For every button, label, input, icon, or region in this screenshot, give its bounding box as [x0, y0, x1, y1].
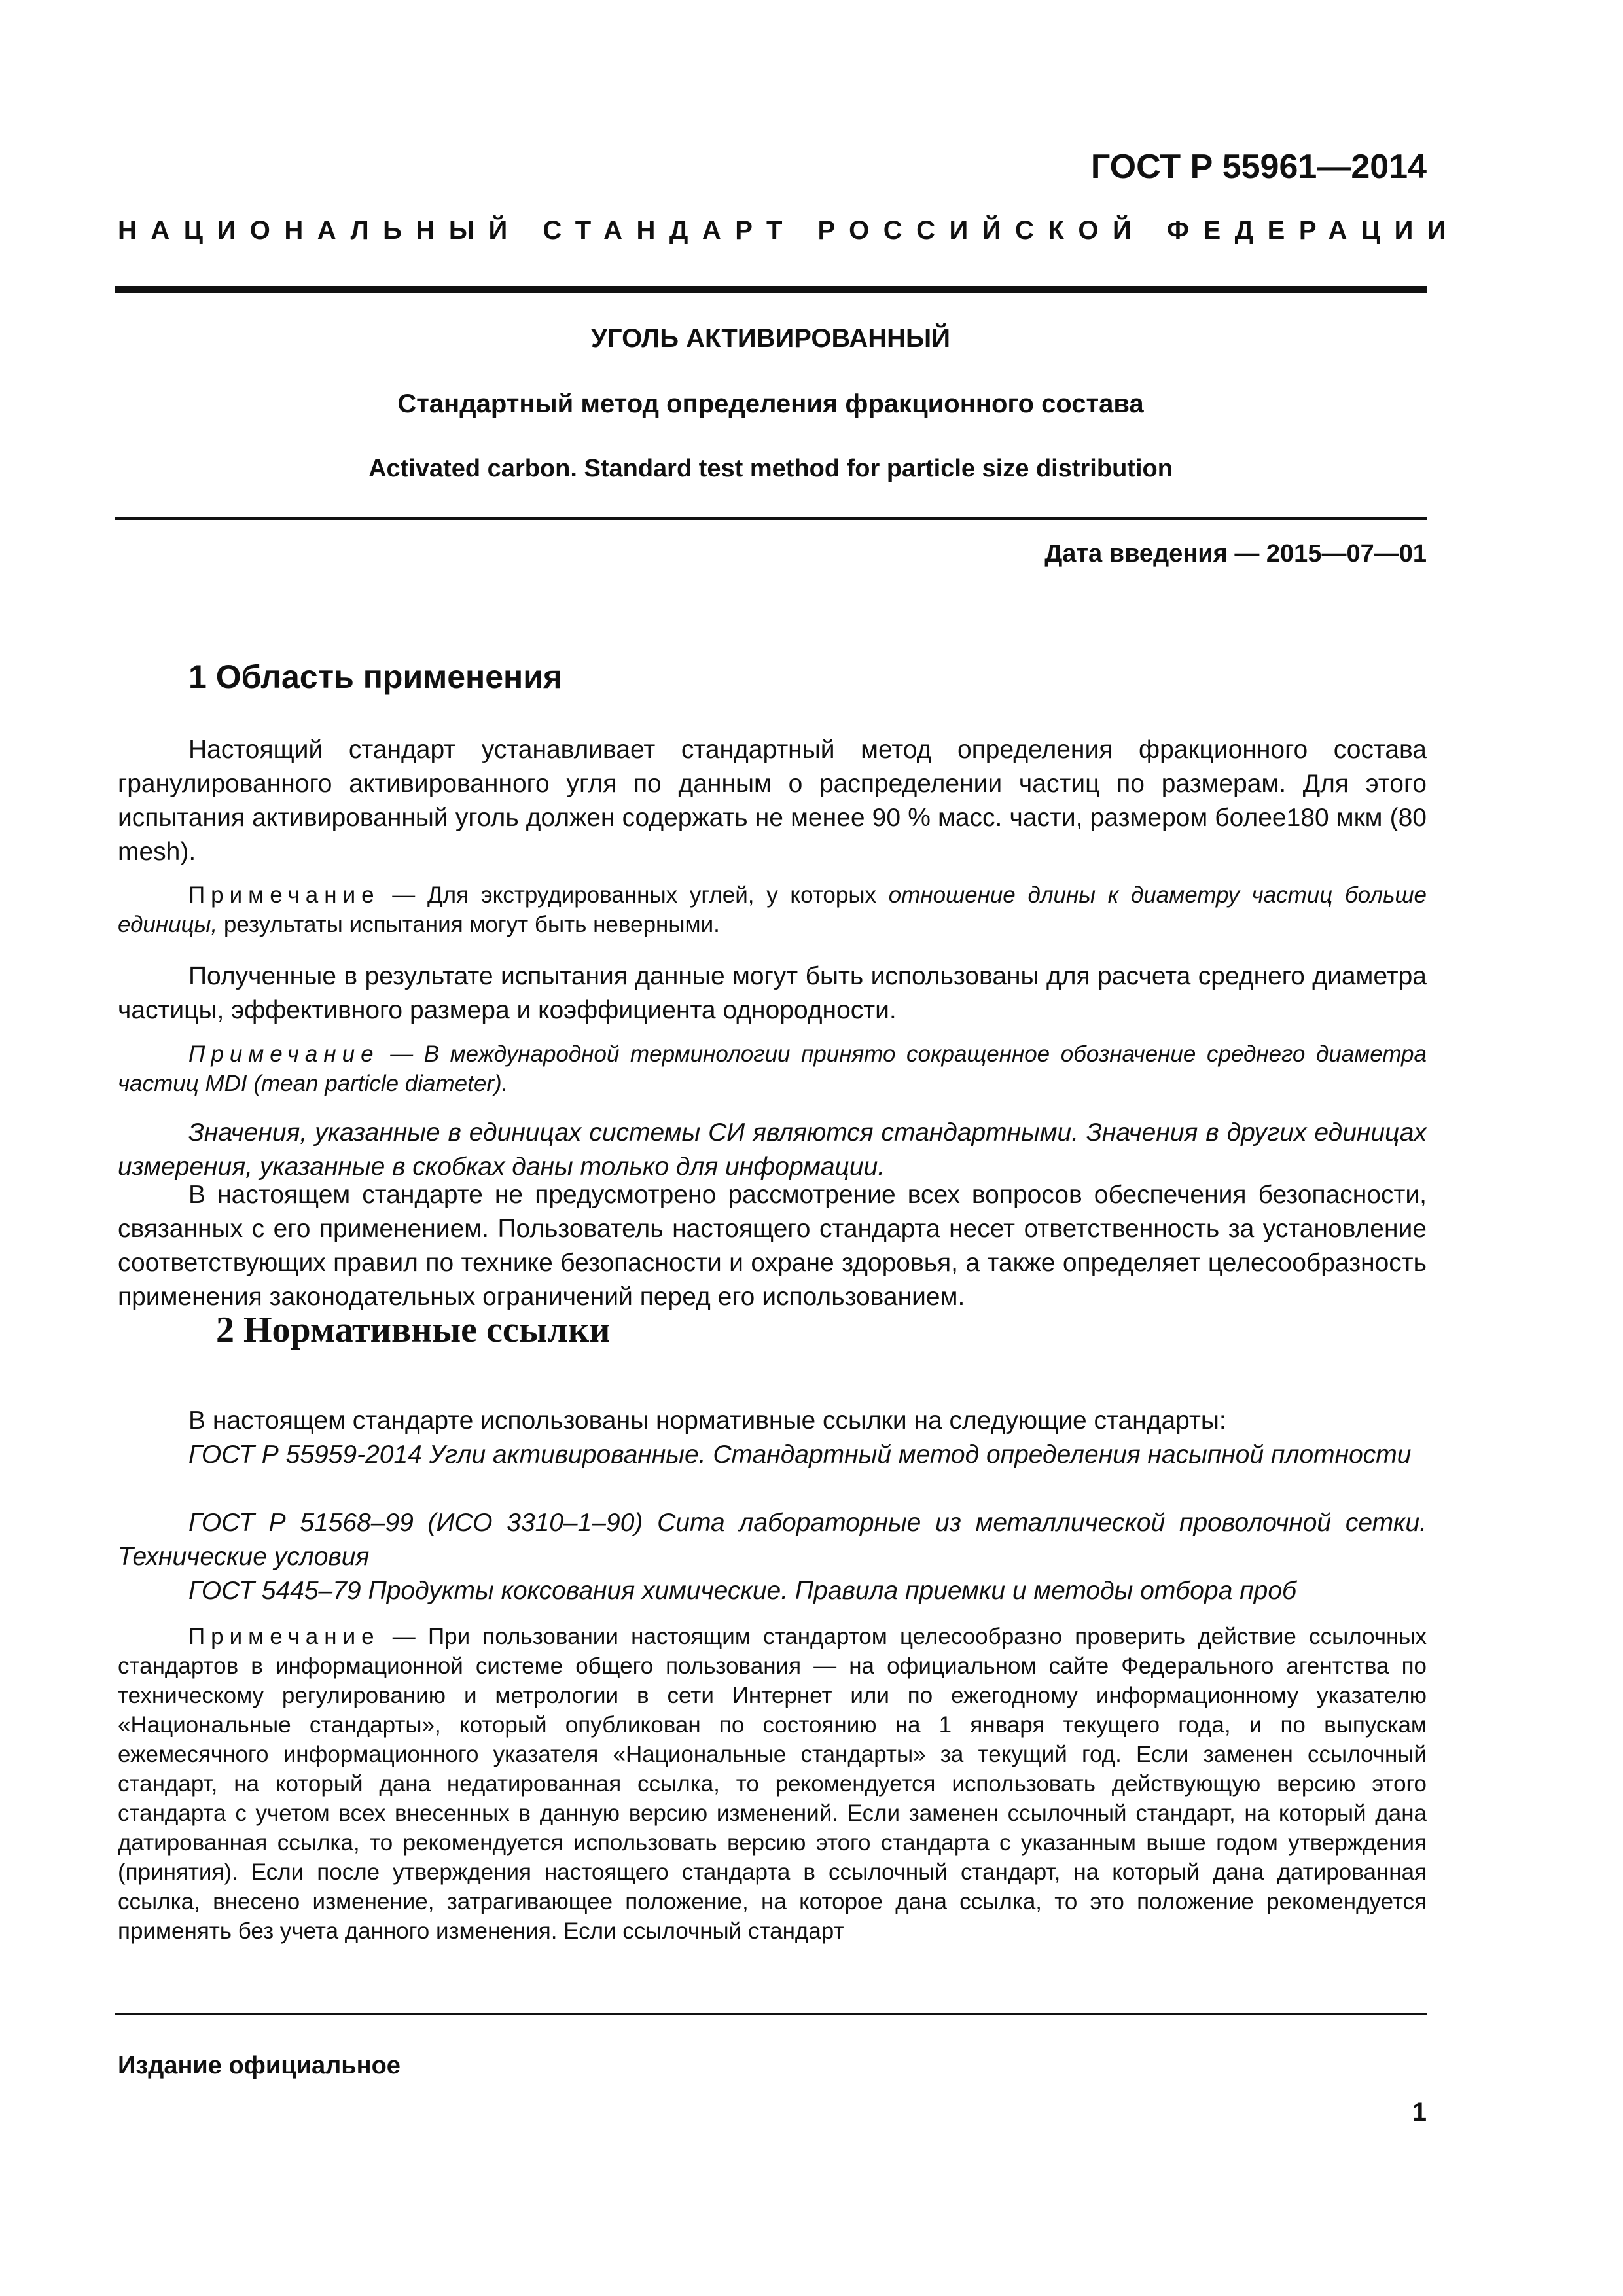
- section-2-note: [118, 1622, 1427, 1946]
- section-2-heading: 2 Нормативные ссылки: [216, 1310, 611, 1350]
- national-standard-caption: НАЦИОНАЛЬНЫЙ СТАНДАРТ РОССИЙСКОЙ ФЕДЕРАЦИИ: [118, 216, 1461, 245]
- note-text: результаты испытания могут быть неверными.: [217, 912, 720, 937]
- page-number: 1: [1412, 2098, 1427, 2126]
- section-1-paragraph-3: Значения, указанные в единицах системы СИ являются стандартными. Значения в других единицах измерения, указанные в скобках даны только для информации.: [118, 1119, 1427, 1181]
- header-divider: [115, 286, 1427, 293]
- introduction-date: Дата введения — 2015—07—01: [1044, 540, 1427, 567]
- section-1-paragraph-2: Полученные в результате испытания данные могут быть использованы для расчета среднего диаметра частицы, эффективного размера и коэффициента однородности.: [118, 962, 1427, 1024]
- document-subtitle: Стандартный метод определения фракционного состава: [397, 389, 1144, 418]
- document-title: УГОЛЬ АКТИВИРОВАННЫЙ: [591, 324, 950, 353]
- note-label: Примечание: [188, 1041, 380, 1067]
- footer-divider: [115, 2013, 1427, 2015]
- official-edition-label: Издание официальное: [118, 2052, 401, 2079]
- note-label: Примечание: [188, 882, 380, 908]
- section-1-heading: 1 Область применения: [188, 658, 563, 695]
- note-label: Примечание: [188, 1624, 380, 1649]
- note-emphasis: отношение длины к диаметру частиц больше единицы,: [118, 882, 1427, 937]
- note-text: — В международной терминологии принято сокращенное обозначение среднего диаметра частиц MDI (mean particle diameter).: [118, 1041, 1427, 1096]
- reference-item: ГОСТ 5445–79 Продукты коксования химические. Правила приемки и методы отбора проб: [188, 1577, 1296, 1605]
- note-text: — При пользовании настоящим стандартом целесообразно проверить действие ссылочных стандартов в информационной системе общего пользования — на официальном сайте Федерального агентства по техническому регулированию и метрологии в сети Интернет или по ежегодному информационному указателю «Национальные стандарты», который опубликован по состоянию на 1 января текущего года, и по выпускам ежемесячного информационного указателя «Национальные стандарты» за текущий год. Если заменен ссылочный стандарт, на который дана недатированная ссылка, то рекомендуется использовать действующую версию этого стандарта с учетом всех внесенных в данную версию изменений. Если заменен ссылочный стандарт, на который дана датированная ссылка, то рекомендуется использовать версию этого стандарта с указанным выше годом утверждения (принятия). Если после утверждения настоящего стандарта в ссылочный стандарт, на который дана датированная ссылка, внесено изменение, затрагивающее положение, на которое дана ссылка, то это положение рекомендуется применять без учета данного изменения. Если ссылочный стандарт: [118, 1624, 1427, 1944]
- title-divider: [115, 517, 1427, 520]
- reference-item: ГОСТ Р 55959-2014 Угли активированные. Стандартный метод определения насыпной плотности: [188, 1441, 1412, 1469]
- document-title-english: Activated carbon. Standard test method for particle size distribution: [368, 455, 1173, 482]
- section-1-paragraph-4: В настоящем стандарте не предусмотрено рассмотрение всех вопросов обеспечения безопасности, связанных с его применением. Пользователь настоящего стандарта несет ответственность за установление соответствующих правил по технике безопасности и охране здоровья, а также определяет целесообразность применения законодательных ограничений перед его использованием.: [118, 1181, 1427, 1311]
- reference-item: ГОСТ Р 51568–99 (ИСО 3310–1–90) Сита лабораторные из металлической проволочной сетки. Технические условия: [118, 1509, 1427, 1571]
- gost-code: ГОСТ Р 55961—2014: [1090, 148, 1427, 186]
- section-1-paragraph-1: Настоящий стандарт устанавливает стандартный метод определения фракционного состава гранулированного активированного угля по данным о распределении частиц по размерам. Для этого испытания активированный уголь должен содержать не менее 90 % масс. части, размером более180 мкм (80 mesh).: [118, 736, 1427, 866]
- section-2-intro: В настоящем стандарте использованы нормативные ссылки на следующие стандарты:: [188, 1407, 1226, 1435]
- section-1-note-2: [118, 1039, 1427, 1098]
- section-1-note-1: [118, 880, 1427, 939]
- note-text: — Для экструдированных углей, у которых: [380, 882, 889, 908]
